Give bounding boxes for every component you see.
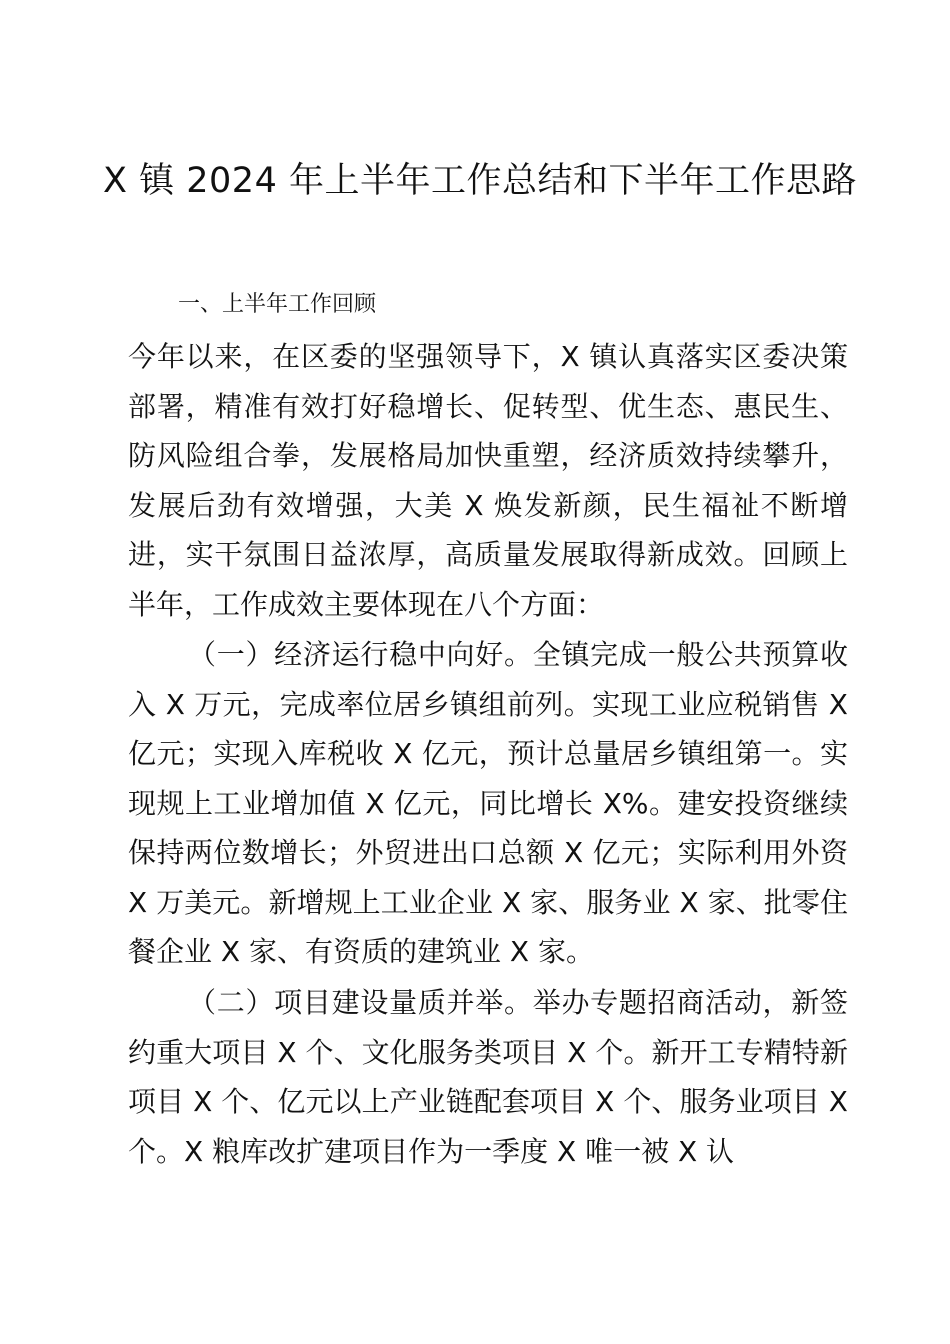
paragraph-economy: （一）经济运行稳中向好。全镇完成一般公共预算收入 X 万元，完成率位居乡镇组前列。实现工业应税销售 X 亿元；实现入库税收 X 亿元，预计总量居乡镇组第一。实现规上工业增加值 X 亿元，同比增长 X%。建安投资继续保持两位数增长；外贸进出口总额 X 亿元；实际利用外资 X 万美元。新增规上工业企业 X 家、服务业 X 家、批零住餐企业 X 家、有资质的建筑业 X 家。: [128, 638, 848, 968]
section-heading: 一、上半年工作回顾: [178, 292, 377, 317]
paragraph-intro: 今年以来，在区委的坚强领导下，X 镇认真落实区委决策部署，精准有效打好稳增长、促转型、优生态、惠民生、防风险组合拳，发展格局加快重塑，经济质效持续攀升，发展后劲有效增强，大美 X 焕发新颜，民生福祉不断增进，实干氛围日益浓厚，高质量发展取得新成效。回顾上半年，工作成效主要体现在八个方面：: [128, 340, 848, 621]
document-title: X 镇 2024 年上半年工作总结和下半年工作思路: [103, 161, 857, 201]
paragraph-projects: （二）项目建设量质并举。举办专题招商活动，新签约重大项目 X 个、文化服务类项目 X 个。新开工专精特新项目 X 个、亿元以上产业链配套项目 X 个、服务业项目 X 个。X 粮库改扩建项目作为一季度 X 唯一被 X 认: [128, 986, 848, 1168]
